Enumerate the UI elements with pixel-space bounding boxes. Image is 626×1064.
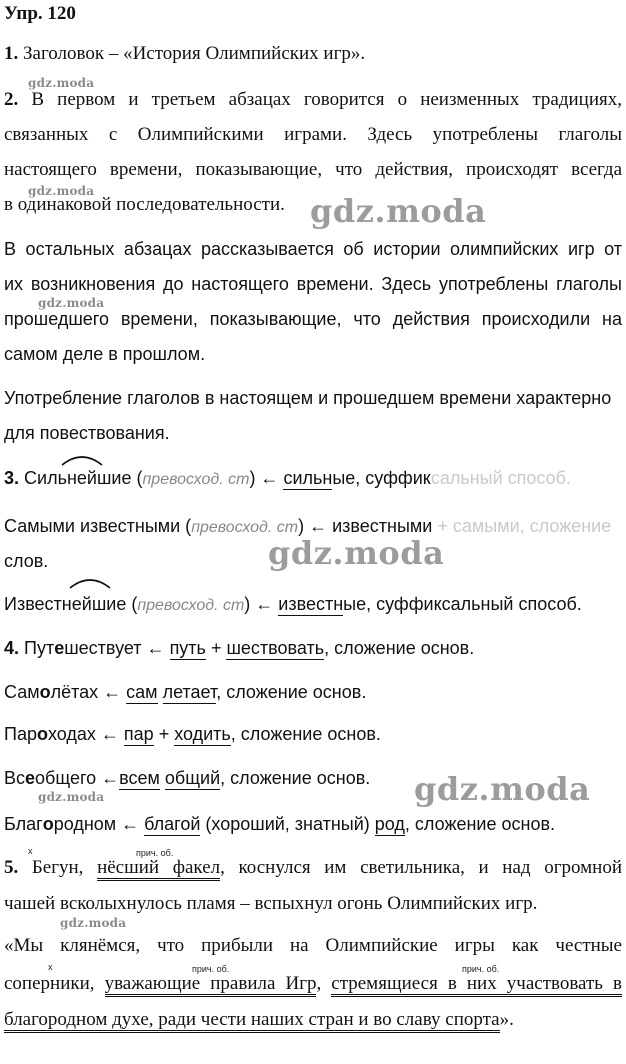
paragraph-1-number: 1. — [4, 43, 19, 64]
word-suffix: ейш — [71, 594, 107, 614]
text-segment: (хороший, знатный) — [200, 814, 375, 834]
text-segment: шествует ← — [64, 638, 170, 658]
word-ending: ие — [111, 468, 132, 488]
participle-mark: прич. об. — [192, 964, 230, 974]
watermark-small: gdz.moda — [38, 790, 105, 804]
text-segment — [158, 682, 163, 702]
text-rest: ые, суффиксальный способ. — [343, 594, 582, 614]
text-segment: + — [153, 724, 175, 744]
word-stem: Сильн — [24, 468, 77, 488]
text-segment: ходах ← — [47, 724, 124, 744]
grammar-note: превосход. ст — [142, 471, 250, 488]
root-underlined: известн — [278, 594, 344, 614]
watermark-small: gdz.moda — [60, 916, 127, 930]
text-segment: , сложение основ. — [404, 814, 556, 834]
connecting-vowel: е — [25, 768, 36, 788]
watermark-big: gdz.moda — [414, 770, 591, 808]
watermark-small: gdz.moda — [28, 184, 95, 198]
participle-mark: прич. об. — [136, 848, 174, 858]
watermark-small: gdz.moda — [38, 296, 105, 310]
text-segment: Пут — [24, 638, 55, 658]
text-segment: Самыми известными ( — [4, 516, 192, 536]
paragraph-2c-line-2: для повествования. — [4, 423, 170, 443]
watermark-big: gdz.moda — [268, 534, 445, 572]
paragraph-2-line-2: связанных с Олимпийскими играми. Здесь употреблены глаголы — [4, 124, 622, 145]
grammar-note: превосход. ст — [137, 597, 245, 614]
paragraph-1-text: Заголовок – «История Олимпийских игр». — [23, 43, 366, 64]
subject-mark: x — [28, 846, 33, 856]
connecting-vowel: о — [36, 724, 48, 744]
paragraph-5-line-1 — [4, 856, 622, 880]
paragraph-2-text-1: В первом и третьем абзацах говорится о неизменных традициях, — [31, 89, 622, 110]
participial-phrase: уважающие правила Игр — [105, 973, 317, 997]
paragraph-5-line-4 — [4, 972, 622, 996]
paragraph-4-row-1 — [4, 636, 474, 660]
text-segment: соперники, — [4, 973, 105, 994]
text-segment: , сложение основ. — [216, 682, 367, 702]
text-segment: Пар — [4, 724, 37, 744]
stem-word: всем — [119, 768, 160, 788]
text-faded: + самыми, сложение — [437, 516, 612, 536]
participial-phrase: благородном духе, ради чести наших стран и во славу спорта — [4, 1009, 500, 1033]
text-segment: , сложение основ. — [230, 724, 381, 744]
stem-word: ходить — [174, 724, 231, 744]
stem-word: род — [374, 814, 405, 834]
paragraph-2-line-4: в одинаковой последовательности. — [4, 194, 285, 215]
word-stem: Известн — [4, 594, 72, 614]
watermark-big: gdz.moda — [310, 192, 487, 230]
exercise-title: Упр. 120 — [4, 3, 76, 24]
text-segment: лётах ← — [50, 682, 127, 702]
paragraph-2-number: 2. — [4, 89, 19, 110]
paragraph-2b-line-4: самом деле в прошлом. — [4, 344, 206, 364]
paragraph-3-line-3: слов. — [4, 551, 49, 571]
word-ending: ие — [106, 594, 127, 614]
paragraph-4-row-5 — [4, 812, 555, 836]
paragraph-3-line-4: Известнейшие (превосход. ст) ← известные, суффиксальный способ. — [4, 594, 582, 614]
subject-mark: x — [48, 962, 53, 972]
suffix-arc-mark — [68, 576, 112, 590]
paragraph-1 — [4, 42, 365, 66]
stem-word: шествовать — [226, 638, 325, 658]
connecting-vowel: е — [54, 638, 65, 658]
connecting-vowel: о — [39, 682, 51, 702]
text-segment: Благ — [4, 814, 43, 834]
paragraph-5-line-5 — [4, 1008, 514, 1032]
watermark-small: gdz.moda — [28, 76, 95, 90]
root-underlined: сильн — [283, 468, 333, 488]
paragraph-3-number: 3. — [4, 468, 20, 488]
paragraph-4-row-2 — [4, 680, 366, 704]
paragraph-5-number: 5. — [4, 857, 19, 878]
paragraph-2-line-1 — [4, 88, 622, 112]
paragraph-2b-line-1: В остальных абзацах рассказывается об истории олимпийских игр от — [4, 239, 622, 259]
paragraph-2b-line-3: прошедшего времени, показывающие, что действия происходили на — [4, 309, 622, 329]
participial-phrase: стремящиеся в них участвовать в — [331, 973, 622, 997]
text-faded: сальный способ. — [430, 468, 571, 488]
text-segment: ) ← известными — [298, 516, 438, 536]
stem-word: благой — [144, 814, 201, 834]
text-segment: ». — [499, 1009, 514, 1030]
text-segment: , сложение основ. — [324, 638, 475, 658]
text-segment: Сам — [4, 682, 40, 702]
suffix-arc-mark — [60, 453, 104, 467]
text-segment: , сложение основ. — [220, 768, 371, 788]
stem-word: путь — [169, 638, 206, 658]
stem-word: пар — [123, 724, 154, 744]
participial-phrase: нёсший факел — [97, 857, 220, 881]
paragraph-4-number: 4. — [4, 638, 20, 658]
paragraph-2c-line-1: Употребление глаголов в настоящем и прошедшем времени характерно — [4, 388, 612, 408]
text-segment: Бегун, — [31, 857, 98, 878]
text-segment: , — [316, 973, 332, 994]
paragraph-2b-line-2: их возникновения до настоящего времени. Здесь употреблены глаголы — [4, 274, 622, 294]
text-segment: , коснулся им светильника, и над огромной — [220, 857, 622, 878]
paragraph-4-row-3 — [4, 722, 381, 746]
stem-word: сам — [126, 682, 158, 702]
text-segment: + — [205, 638, 227, 658]
participle-mark: прич. об. — [462, 964, 500, 974]
stem-word: летает — [162, 682, 217, 702]
text-rest: ые, суффик — [332, 468, 431, 488]
paragraph-5-line-2: чашей всколыхнулось пламя – вспыхнул огонь Олимпийских игр. — [4, 893, 538, 914]
paragraph-2-line-3: настоящего времени, показывающие, что действия, происходят всегда — [4, 159, 622, 180]
text-segment: общего ← — [35, 768, 120, 788]
word-suffix: ейш — [76, 468, 112, 488]
paragraph-5-line-3: «Мы клянёмся, что прибыли на Олимпийские игры как честные — [4, 935, 622, 956]
stem-word: общий — [164, 768, 221, 788]
grammar-note: превосход. ст — [191, 519, 299, 536]
text-segment: Вс — [4, 768, 26, 788]
text-segment: родном ← — [53, 814, 145, 834]
connecting-vowel: о — [42, 814, 54, 834]
paragraph-4-row-4 — [4, 766, 370, 790]
paragraph-3-line-1: 3. Сильнейшие (превосход. ст) ← сильные, суффиксальный способ. — [4, 468, 571, 488]
